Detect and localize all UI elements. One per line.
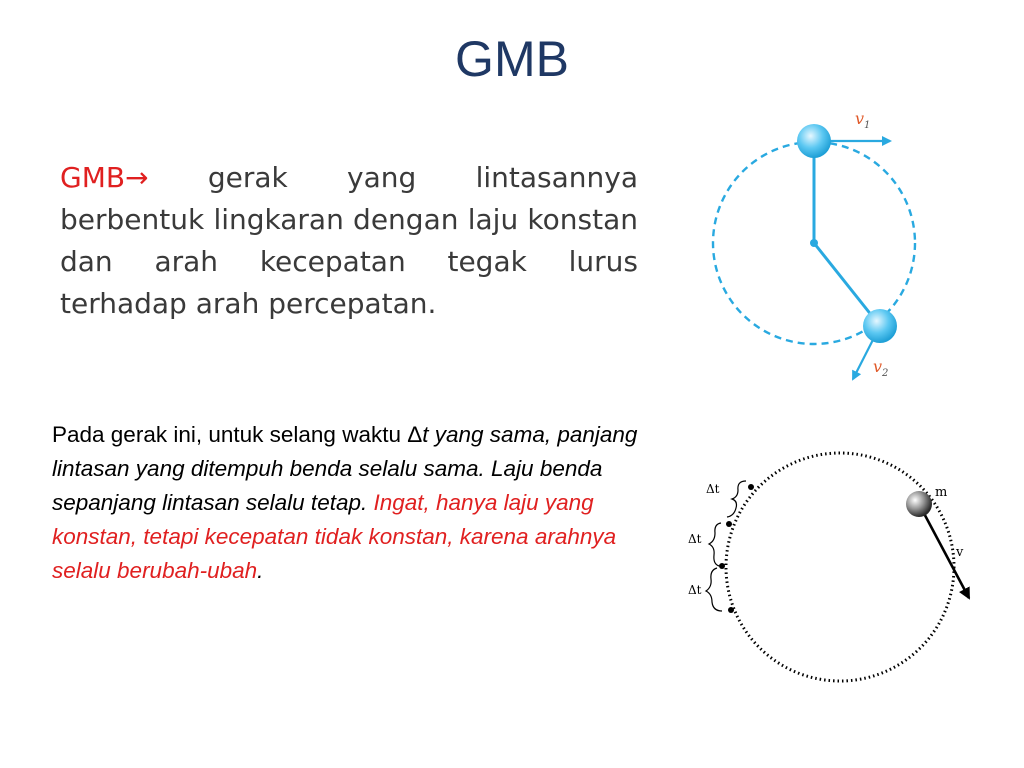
time-marker-dot <box>748 484 754 490</box>
definition-paragraph <box>60 157 638 325</box>
explanation-part4: . <box>257 558 264 583</box>
explanation-part2: t yang sama, panjang lintasan yang ditempuh benda selalu sama. Laju benda sepanjang lintasan selalu tetap. <box>52 422 638 515</box>
definition-text: gerak yang lintasannya berbentuk lingkaran dengan laju konstan dan arah kecepatan tegak lurus terhadap arah percepatan. <box>60 161 638 320</box>
arrow-right-icon: → <box>125 161 149 194</box>
brace-3 <box>706 568 722 611</box>
explanation-paragraph <box>52 418 660 588</box>
dt-label: Δt <box>688 532 702 546</box>
equal-arc-figure <box>680 445 980 690</box>
center-point <box>810 239 818 247</box>
dt-label: Δt <box>688 583 702 597</box>
slide-title: GMB <box>455 31 569 87</box>
time-marker-dot <box>728 607 734 613</box>
mass-label: m <box>935 485 948 500</box>
brace-2 <box>709 523 721 566</box>
explanation-part3: Ingat, hanya laju yang konstan, tetapi kecepatan tidak konstan, karena arahnya selalu berubah-ubah <box>52 490 617 583</box>
dt-label: Δt <box>706 482 720 496</box>
ball-2 <box>863 309 897 343</box>
v2-label: $v_2$ <box>873 357 889 379</box>
velocity-label: v <box>956 545 964 560</box>
ball-1 <box>797 124 831 158</box>
mass-ball <box>906 491 932 517</box>
dotted-orbit <box>726 453 954 681</box>
v1-label: $v_1$ <box>855 109 871 131</box>
definition-term: GMB <box>60 161 126 194</box>
time-marker-dot <box>726 521 732 527</box>
explanation-part1: Pada gerak ini, untuk selang waktu Δ <box>52 422 423 447</box>
time-marker-dot <box>719 563 725 569</box>
circular-motion-figure <box>700 105 930 395</box>
brace-1 <box>727 481 746 517</box>
